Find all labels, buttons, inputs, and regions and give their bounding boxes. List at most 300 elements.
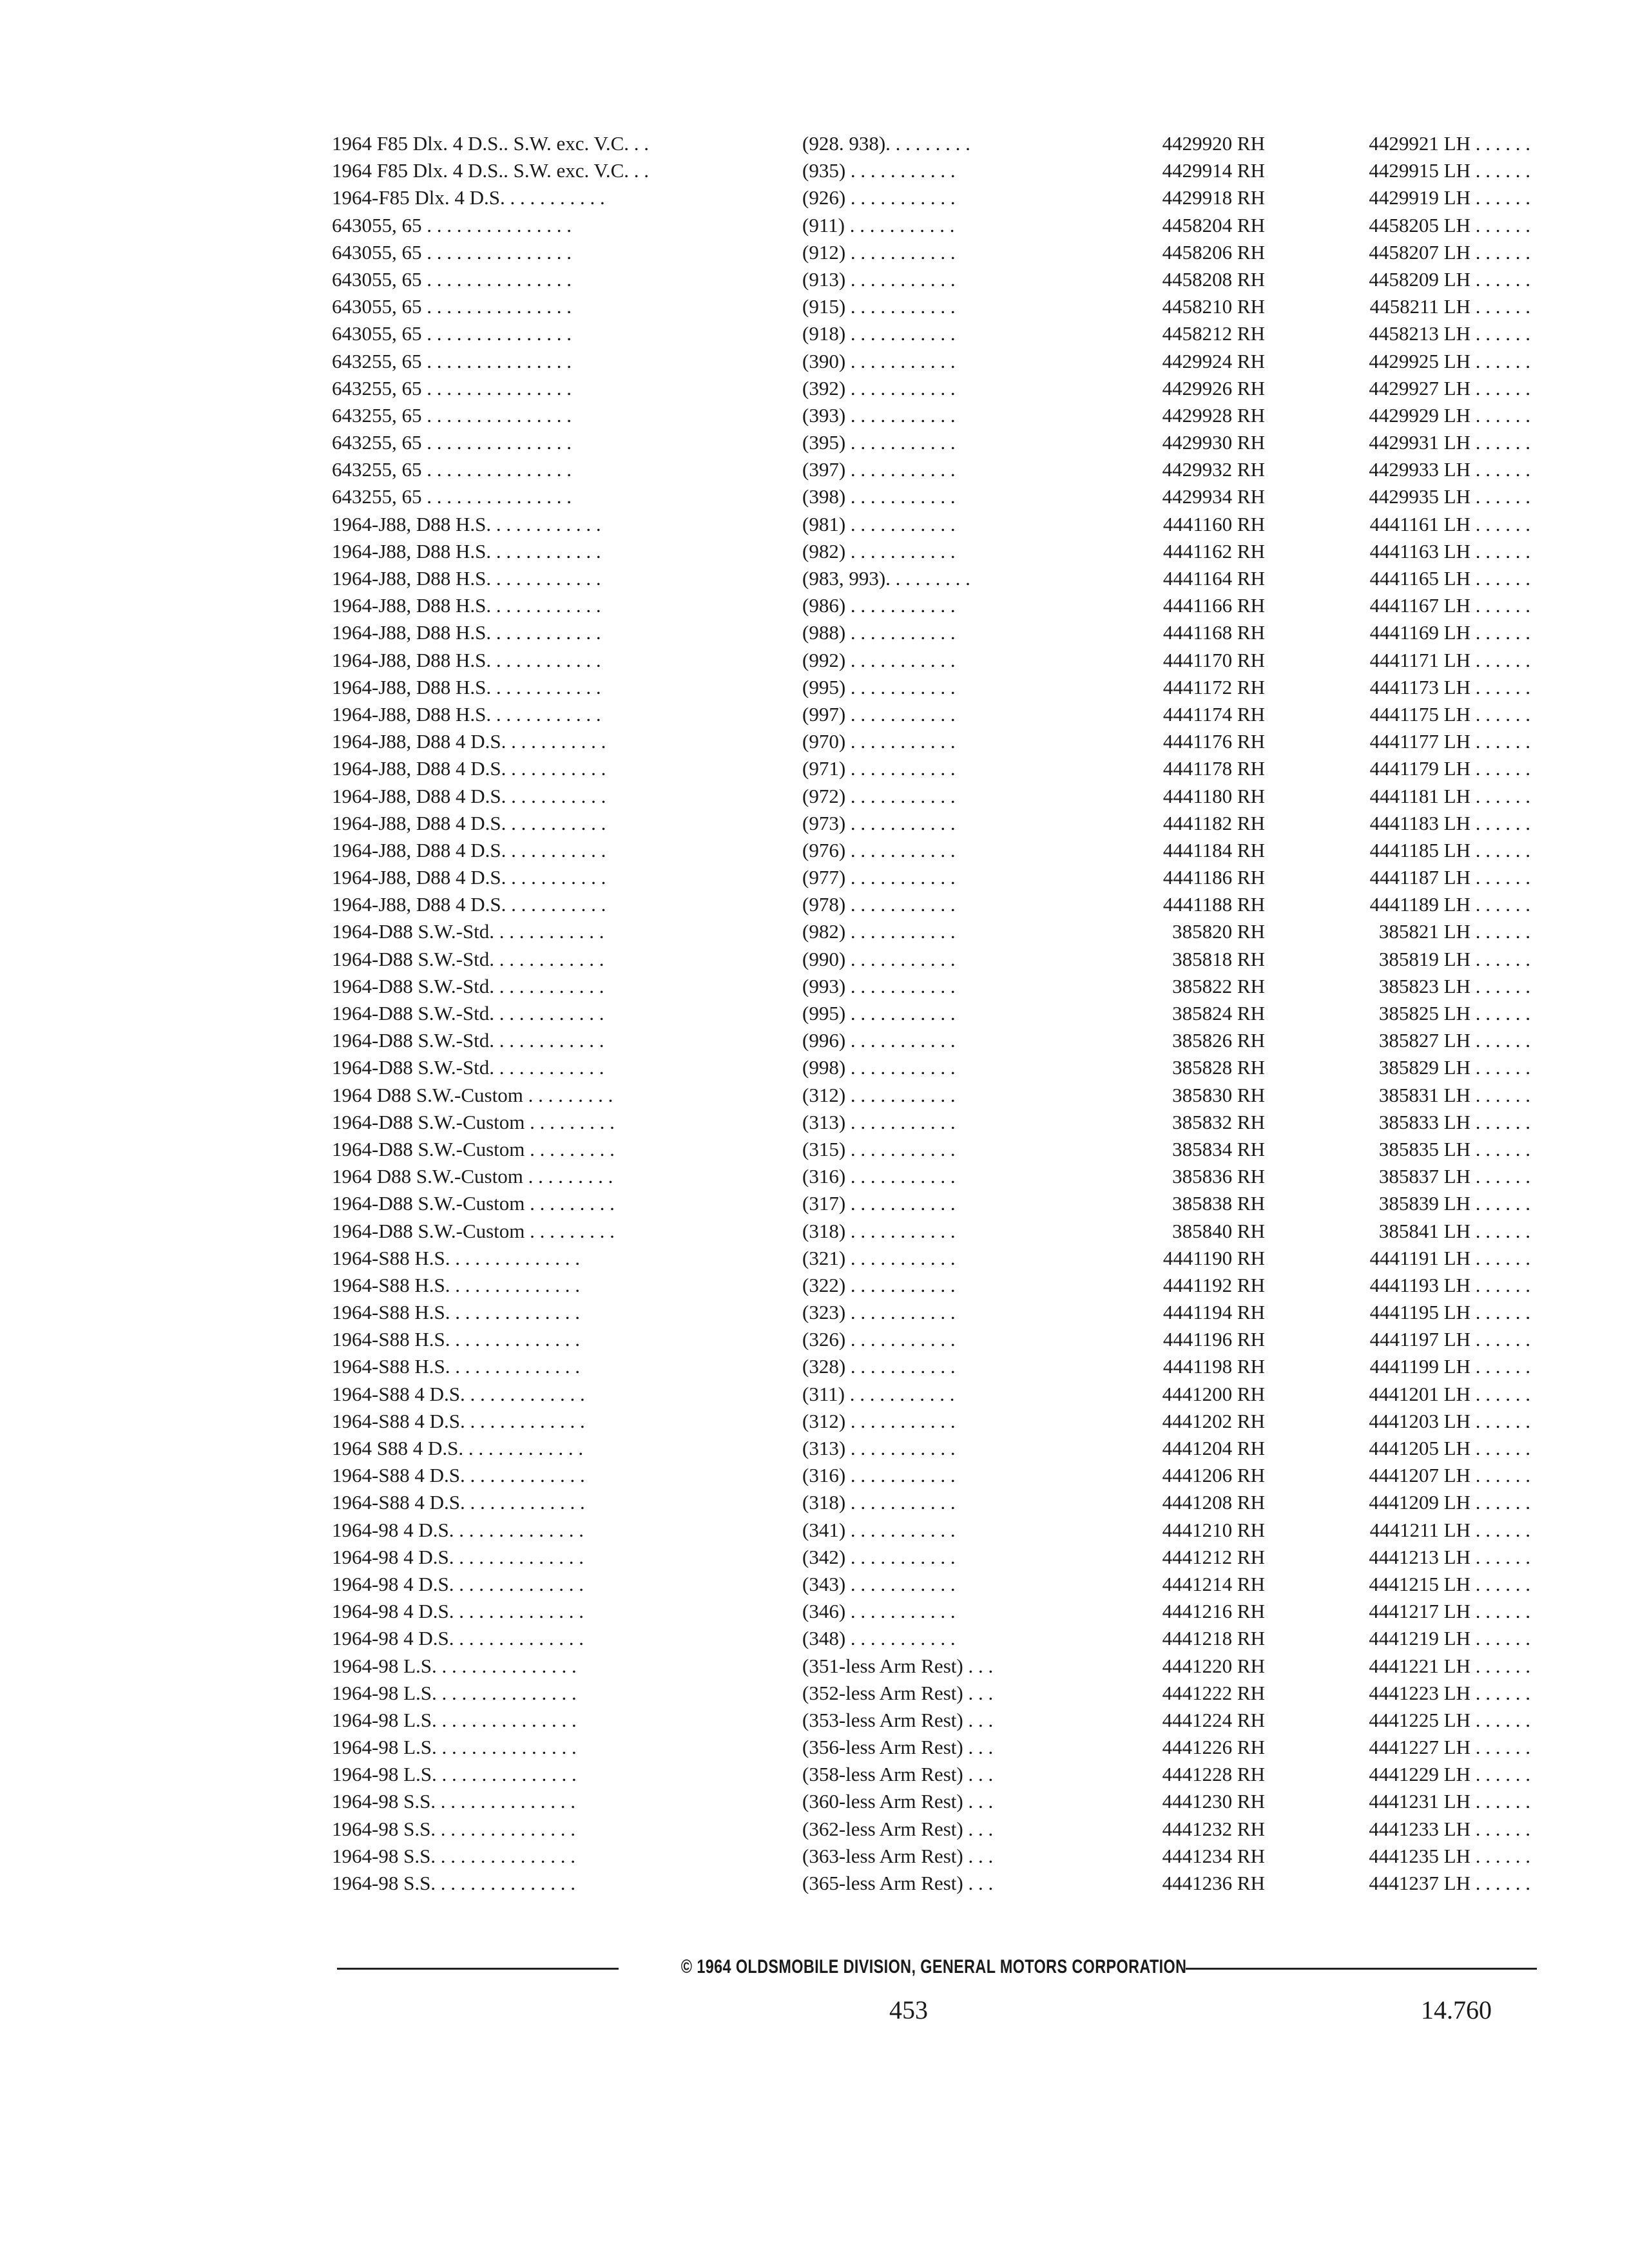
rh-part-cell: 4441174 RH xyxy=(1079,701,1265,728)
lh-part-cell: 4429921 LH . . . . . . xyxy=(1369,132,1530,155)
table-row xyxy=(332,592,1530,619)
rh-part-cell: 4441226 RH xyxy=(1079,1734,1265,1761)
lh-part-cell: 4441191 LH . . . . . . xyxy=(1369,1246,1530,1269)
table-row xyxy=(332,1544,1530,1571)
body-code-cell: (971) . . . . . . . . . . . xyxy=(802,757,956,780)
model-cell: 1964-98 4 D.S. . . . . . . . . . . . . . xyxy=(332,1627,584,1650)
table-row xyxy=(332,1625,1530,1652)
table-row xyxy=(332,184,1530,211)
body-code-cell: (326) . . . . . . . . . . . xyxy=(802,1328,956,1351)
lh-part-cell: 4441229 LH . . . . . . xyxy=(1369,1763,1530,1786)
model-cell: 1964-D88 S.W.-Std. . . . . . . . . . . . xyxy=(332,1002,604,1024)
body-code-cell: (398) . . . . . . . . . . . xyxy=(802,485,956,508)
rh-part-cell: 4429934 RH xyxy=(1079,483,1265,510)
lh-part-cell: 4458213 LH . . . . . . xyxy=(1369,322,1530,345)
model-cell: 1964-S88 H.S. . . . . . . . . . . . . . xyxy=(332,1328,580,1351)
table-row xyxy=(332,429,1530,456)
table-row xyxy=(332,1109,1530,1136)
lh-part-cell: 4441177 LH . . . . . . xyxy=(1369,730,1530,753)
rh-part-cell: 4441170 RH xyxy=(1079,647,1265,674)
lh-part-cell: 4441163 LH . . . . . . xyxy=(1369,539,1530,562)
body-code-cell: (341) . . . . . . . . . . . xyxy=(802,1518,956,1541)
table-row xyxy=(332,864,1530,891)
table-row xyxy=(332,538,1530,565)
body-code-cell: (972) . . . . . . . . . . . xyxy=(802,784,956,807)
lh-part-cell: 4441221 LH . . . . . . xyxy=(1369,1654,1530,1677)
table-row xyxy=(332,973,1530,1000)
footer-rule-left xyxy=(337,1968,619,1970)
body-code-cell: (353-less Arm Rest) . . . xyxy=(802,1708,994,1731)
table-row xyxy=(332,1462,1530,1489)
table-row xyxy=(332,918,1530,945)
lh-part-cell: 385835 LH . . . . . . xyxy=(1378,1137,1530,1160)
body-code-cell: (912) . . . . . . . . . . . xyxy=(802,240,956,264)
lh-part-cell: 4441181 LH . . . . . . xyxy=(1369,784,1530,807)
rh-part-cell: 4441214 RH xyxy=(1079,1571,1265,1598)
rh-part-cell: 4441196 RH xyxy=(1079,1326,1265,1353)
table-row xyxy=(332,1653,1530,1680)
table-row xyxy=(332,1054,1530,1081)
model-cell: 1964-F85 Dlx. 4 D.S. . . . . . . . . . . xyxy=(332,186,605,209)
model-cell: 1964-D88 S.W.-Custom . . . . . . . . . xyxy=(332,1219,615,1242)
model-cell: 1964-D88 S.W.-Std. . . . . . . . . . . . xyxy=(332,920,604,943)
body-code-cell: (343) . . . . . . . . . . . xyxy=(802,1572,956,1595)
lh-part-cell: 4441225 LH . . . . . . xyxy=(1369,1708,1530,1731)
table-row xyxy=(332,1272,1530,1299)
rh-part-cell: 4441216 RH xyxy=(1079,1598,1265,1625)
lh-part-cell: 385841 LH . . . . . . xyxy=(1378,1219,1530,1242)
body-code-cell: (328) . . . . . . . . . . . xyxy=(802,1355,956,1378)
body-code-cell: (352-less Arm Rest) . . . xyxy=(802,1681,994,1704)
body-code-cell: (311) . . . . . . . . . . . xyxy=(802,1382,955,1405)
body-code-cell: (322) . . . . . . . . . . . xyxy=(802,1273,956,1296)
model-cell: 1964-J88, D88 H.S. . . . . . . . . . . . xyxy=(332,675,601,698)
rh-part-cell: 385834 RH xyxy=(1079,1136,1265,1163)
model-cell: 1964-98 S.S. . . . . . . . . . . . . . . xyxy=(332,1790,576,1813)
rh-part-cell: 4429930 RH xyxy=(1079,429,1265,456)
model-cell: 1964-D88 S.W.-Custom . . . . . . . . . xyxy=(332,1192,615,1215)
rh-part-cell: 4429924 RH xyxy=(1079,348,1265,375)
model-cell: 1964-S88 H.S. . . . . . . . . . . . . . xyxy=(332,1273,580,1296)
lh-part-cell: 4441231 LH . . . . . . xyxy=(1369,1790,1530,1813)
table-row xyxy=(332,1245,1530,1272)
rh-part-cell: 4441182 RH xyxy=(1079,810,1265,837)
body-code-cell: (995) . . . . . . . . . . . xyxy=(802,675,956,698)
model-cell: 643055, 65 . . . . . . . . . . . . . . . xyxy=(332,322,572,345)
model-cell: 1964-98 4 D.S. . . . . . . . . . . . . . xyxy=(332,1600,584,1623)
body-code-cell: (392) . . . . . . . . . . . xyxy=(802,376,956,399)
lh-part-cell: 4441179 LH . . . . . . xyxy=(1369,757,1530,780)
rh-part-cell: 385826 RH xyxy=(1079,1027,1265,1054)
rh-part-cell: 4441234 RH xyxy=(1079,1843,1265,1870)
body-code-cell: (346) . . . . . . . . . . . xyxy=(802,1600,956,1623)
lh-part-cell: 4441219 LH . . . . . . xyxy=(1369,1627,1530,1650)
table-row xyxy=(332,1816,1530,1843)
model-cell: 1964 D88 S.W.-Custom . . . . . . . . . xyxy=(332,1165,613,1188)
table-row xyxy=(332,837,1530,864)
lh-part-cell: 4458209 LH . . . . . . xyxy=(1369,267,1530,291)
rh-part-cell: 4441202 RH xyxy=(1079,1408,1265,1435)
section-number: 14.760 xyxy=(1421,1995,1492,2024)
lh-part-cell: 385837 LH . . . . . . xyxy=(1378,1165,1530,1188)
body-code-cell: (996) . . . . . . . . . . . xyxy=(802,1029,956,1052)
model-cell: 1964-98 S.S. . . . . . . . . . . . . . . xyxy=(332,1844,576,1867)
lh-part-cell: 4441215 LH . . . . . . xyxy=(1369,1572,1530,1595)
rh-part-cell: 4441220 RH xyxy=(1079,1653,1265,1680)
lh-part-cell: 4429919 LH . . . . . . xyxy=(1369,186,1530,209)
model-cell: 1964-S88 4 D.S. . . . . . . . . . . . . xyxy=(332,1382,585,1405)
body-code-cell: (317) . . . . . . . . . . . xyxy=(802,1192,956,1215)
model-cell: 1964-S88 4 D.S. . . . . . . . . . . . . xyxy=(332,1491,585,1514)
body-code-cell: (312) . . . . . . . . . . . xyxy=(802,1409,956,1432)
lh-part-cell: 4441227 LH . . . . . . xyxy=(1369,1736,1530,1759)
lh-part-cell: 385833 LH . . . . . . xyxy=(1378,1110,1530,1133)
model-cell: 1964-D88 S.W.-Std. . . . . . . . . . . . xyxy=(332,974,604,997)
model-cell: 1964-J88, D88 H.S. . . . . . . . . . . . xyxy=(332,539,601,562)
body-code-cell: (316) . . . . . . . . . . . xyxy=(802,1165,956,1188)
rh-part-cell: 4441176 RH xyxy=(1079,728,1265,755)
body-code-cell: (970) . . . . . . . . . . . xyxy=(802,730,956,753)
body-code-cell: (915) . . . . . . . . . . . xyxy=(802,295,956,318)
table-row xyxy=(332,511,1530,538)
lh-part-cell: 385819 LH . . . . . . xyxy=(1378,947,1530,970)
model-cell: 643255, 65 . . . . . . . . . . . . . . . xyxy=(332,349,572,372)
rh-part-cell: 4441180 RH xyxy=(1079,783,1265,810)
lh-part-cell: 4458207 LH . . . . . . xyxy=(1369,240,1530,264)
rh-part-cell: 4429920 RH xyxy=(1079,130,1265,157)
lh-part-cell: 385831 LH . . . . . . xyxy=(1378,1083,1530,1106)
lh-part-cell: 4441169 LH . . . . . . xyxy=(1369,621,1530,644)
model-cell: 643255, 65 . . . . . . . . . . . . . . . xyxy=(332,431,572,454)
body-code-cell: (982) . . . . . . . . . . . xyxy=(802,539,956,562)
rh-part-cell: 4441194 RH xyxy=(1079,1299,1265,1326)
body-code-cell: (992) . . . . . . . . . . . xyxy=(802,648,956,671)
model-cell: 1964-98 L.S. . . . . . . . . . . . . . . xyxy=(332,1654,577,1677)
model-cell: 1964-J88, D88 H.S. . . . . . . . . . . . xyxy=(332,512,601,535)
table-row xyxy=(332,1489,1530,1516)
table-row xyxy=(332,1571,1530,1598)
body-code-cell: (348) . . . . . . . . . . . xyxy=(802,1627,956,1650)
body-code-cell: (390) . . . . . . . . . . . xyxy=(802,349,956,372)
lh-part-cell: 4441223 LH . . . . . . xyxy=(1369,1681,1530,1704)
body-code-cell: (363-less Arm Rest) . . . xyxy=(802,1844,994,1867)
body-code-cell: (365-less Arm Rest) . . . xyxy=(802,1872,994,1894)
table-row xyxy=(332,1000,1530,1027)
rh-part-cell: 385824 RH xyxy=(1079,1000,1265,1027)
lh-part-cell: 4429915 LH . . . . . . xyxy=(1369,159,1530,182)
lh-part-cell: 385823 LH . . . . . . xyxy=(1378,974,1530,997)
model-cell: 1964 F85 Dlx. 4 D.S.. S.W. exc. V.C. . . xyxy=(332,132,650,155)
table-row xyxy=(332,1870,1530,1897)
model-cell: 1964-98 L.S. . . . . . . . . . . . . . . xyxy=(332,1708,577,1731)
model-cell: 1964-S88 H.S. . . . . . . . . . . . . . xyxy=(332,1301,580,1324)
model-cell: 1964-J88, D88 H.S. . . . . . . . . . . . xyxy=(332,648,601,671)
table-row xyxy=(332,348,1530,375)
rh-part-cell: 4441178 RH xyxy=(1079,755,1265,782)
lh-part-cell: 4441207 LH . . . . . . xyxy=(1369,1464,1530,1487)
body-code-cell: (982) . . . . . . . . . . . xyxy=(802,920,956,943)
model-cell: 1964-J88, D88 4 D.S. . . . . . . . . . . xyxy=(332,811,606,834)
rh-part-cell: 4441166 RH xyxy=(1079,592,1265,619)
body-code-cell: (315) . . . . . . . . . . . xyxy=(802,1137,956,1160)
lh-part-cell: 4441233 LH . . . . . . xyxy=(1369,1817,1530,1840)
model-cell: 1964-S88 4 D.S. . . . . . . . . . . . . xyxy=(332,1409,585,1432)
body-code-cell: (312) . . . . . . . . . . . xyxy=(802,1083,956,1106)
lh-part-cell: 4429933 LH . . . . . . xyxy=(1369,458,1530,481)
lh-part-cell: 4441205 LH . . . . . . xyxy=(1369,1437,1530,1459)
table-row xyxy=(332,674,1530,701)
model-cell: 1964 S88 4 D.S. . . . . . . . . . . . . xyxy=(332,1437,584,1459)
lh-part-cell: 385827 LH . . . . . . xyxy=(1378,1029,1530,1052)
table-row xyxy=(332,647,1530,674)
rh-part-cell: 4441168 RH xyxy=(1079,619,1265,646)
table-row xyxy=(332,239,1530,266)
lh-part-cell: 4429935 LH . . . . . . xyxy=(1369,485,1530,508)
body-code-cell: (397) . . . . . . . . . . . xyxy=(802,458,956,481)
body-code-cell: (997) . . . . . . . . . . . xyxy=(802,702,956,726)
table-row xyxy=(332,266,1530,293)
table-row xyxy=(332,375,1530,402)
lh-part-cell: 4429929 LH . . . . . . xyxy=(1369,403,1530,427)
table-row xyxy=(332,1843,1530,1870)
rh-part-cell: 4441208 RH xyxy=(1079,1489,1265,1516)
table-row xyxy=(332,1353,1530,1380)
model-cell: 1964-D88 S.W.-Std. . . . . . . . . . . . xyxy=(332,1029,604,1052)
lh-part-cell: 4441193 LH . . . . . . xyxy=(1369,1273,1530,1296)
table-row xyxy=(332,728,1530,755)
body-code-cell: (977) . . . . . . . . . . . xyxy=(802,866,956,889)
table-row xyxy=(332,891,1530,918)
table-row xyxy=(332,1136,1530,1163)
model-cell: 1964-D88 S.W.-Custom . . . . . . . . . xyxy=(332,1137,615,1160)
table-row xyxy=(332,1163,1530,1190)
model-cell: 1964 F85 Dlx. 4 D.S.. S.W. exc. V.C. . . xyxy=(332,159,650,182)
rh-part-cell: 4441164 RH xyxy=(1079,565,1265,592)
body-code-cell: (993) . . . . . . . . . . . xyxy=(802,974,956,997)
rh-part-cell: 4441206 RH xyxy=(1079,1462,1265,1489)
body-code-cell: (913) . . . . . . . . . . . xyxy=(802,267,956,291)
lh-part-cell: 4429925 LH . . . . . . xyxy=(1369,349,1530,372)
lh-part-cell: 4441197 LH . . . . . . xyxy=(1369,1328,1530,1351)
lh-part-cell: 4441237 LH . . . . . . xyxy=(1369,1872,1530,1894)
model-cell: 1964-D88 S.W.-Std. . . . . . . . . . . . xyxy=(332,1056,604,1079)
model-cell: 1964-98 L.S. . . . . . . . . . . . . . . xyxy=(332,1736,577,1759)
model-cell: 1964-J88, D88 4 D.S. . . . . . . . . . . xyxy=(332,784,606,807)
lh-part-cell: 385821 LH . . . . . . xyxy=(1378,920,1530,943)
rh-part-cell: 385820 RH xyxy=(1079,918,1265,945)
lh-part-cell: 4441203 LH . . . . . . xyxy=(1369,1409,1530,1432)
lh-part-cell: 385825 LH . . . . . . xyxy=(1378,1002,1530,1024)
lh-part-cell: 4441161 LH . . . . . . xyxy=(1369,512,1530,535)
model-cell: 1964-98 S.S. . . . . . . . . . . . . . . xyxy=(332,1872,576,1894)
rh-part-cell: 385828 RH xyxy=(1079,1054,1265,1081)
rh-part-cell: 4441198 RH xyxy=(1079,1353,1265,1380)
table-row xyxy=(332,1218,1530,1245)
model-cell: 1964-J88, D88 H.S. . . . . . . . . . . . xyxy=(332,621,601,644)
table-row xyxy=(332,619,1530,646)
rh-part-cell: 4441184 RH xyxy=(1079,837,1265,864)
page-number: 453 xyxy=(889,1995,928,2024)
body-code-cell: (986) . . . . . . . . . . . xyxy=(802,594,956,617)
model-cell: 1964-J88, D88 4 D.S. . . . . . . . . . . xyxy=(332,757,606,780)
body-code-cell: (342) . . . . . . . . . . . xyxy=(802,1545,956,1568)
rh-part-cell: 4441210 RH xyxy=(1079,1517,1265,1544)
lh-part-cell: 4441213 LH . . . . . . xyxy=(1369,1545,1530,1568)
body-code-cell: (316) . . . . . . . . . . . xyxy=(802,1464,956,1487)
table-row xyxy=(332,1707,1530,1734)
table-row xyxy=(332,293,1530,320)
model-cell: 643055, 65 . . . . . . . . . . . . . . . xyxy=(332,267,572,291)
body-code-cell: (978) . . . . . . . . . . . xyxy=(802,893,956,916)
table-row xyxy=(332,1788,1530,1815)
lh-part-cell: 4441195 LH . . . . . . xyxy=(1369,1301,1530,1324)
rh-part-cell: 385832 RH xyxy=(1079,1109,1265,1136)
model-cell: 1964-98 L.S. . . . . . . . . . . . . . . xyxy=(332,1763,577,1786)
table-row xyxy=(332,783,1530,810)
rh-part-cell: 4458206 RH xyxy=(1079,239,1265,266)
body-code-cell: (362-less Arm Rest) . . . xyxy=(802,1817,994,1840)
model-cell: 643255, 65 . . . . . . . . . . . . . . . xyxy=(332,458,572,481)
model-cell: 1964-S88 4 D.S. . . . . . . . . . . . . xyxy=(332,1464,585,1487)
rh-part-cell: 4458208 RH xyxy=(1079,266,1265,293)
body-code-cell: (358-less Arm Rest) . . . xyxy=(802,1763,994,1786)
table-row xyxy=(332,1761,1530,1788)
model-cell: 1964-J88, D88 H.S. . . . . . . . . . . . xyxy=(332,567,601,590)
body-code-cell: (393) . . . . . . . . . . . xyxy=(802,403,956,427)
parts-table xyxy=(332,130,1530,1897)
table-row xyxy=(332,1027,1530,1054)
table-row xyxy=(332,483,1530,510)
table-row xyxy=(332,1680,1530,1707)
rh-part-cell: 4441224 RH xyxy=(1079,1707,1265,1734)
model-cell: 1964-J88, D88 4 D.S. . . . . . . . . . . xyxy=(332,730,606,753)
table-row xyxy=(332,1598,1530,1625)
body-code-cell: (318) . . . . . . . . . . . xyxy=(802,1219,956,1242)
rh-part-cell: 385830 RH xyxy=(1079,1082,1265,1109)
body-code-cell: (918) . . . . . . . . . . . xyxy=(802,322,956,345)
body-code-cell: (323) . . . . . . . . . . . xyxy=(802,1301,956,1324)
table-row xyxy=(332,755,1530,782)
table-row xyxy=(332,1082,1530,1109)
model-cell: 1964-98 S.S. . . . . . . . . . . . . . . xyxy=(332,1817,576,1840)
rh-part-cell: 4441160 RH xyxy=(1079,511,1265,538)
body-code-cell: (356-less Arm Rest) . . . xyxy=(802,1736,994,1759)
rh-part-cell: 4441204 RH xyxy=(1079,1435,1265,1462)
rh-part-cell: 4458212 RH xyxy=(1079,320,1265,347)
lh-part-cell: 4441173 LH . . . . . . xyxy=(1369,675,1530,698)
table-row xyxy=(332,810,1530,837)
table-row xyxy=(332,701,1530,728)
rh-part-cell: 4441190 RH xyxy=(1079,1245,1265,1272)
model-cell: 1964-J88, D88 4 D.S. . . . . . . . . . . xyxy=(332,838,606,861)
body-code-cell: (351-less Arm Rest) . . . xyxy=(802,1654,994,1677)
body-code-cell: (360-less Arm Rest) . . . xyxy=(802,1790,994,1813)
model-cell: 643255, 65 . . . . . . . . . . . . . . . xyxy=(332,485,572,508)
table-row xyxy=(332,456,1530,483)
footer-copyright: © 1964 OLDSMOBILE DIVISION, GENERAL MOTORS CORPORATION xyxy=(680,1956,1187,1977)
table-row xyxy=(332,402,1530,429)
model-cell: 1964-98 L.S. . . . . . . . . . . . . . . xyxy=(332,1681,577,1704)
rh-part-cell: 4441212 RH xyxy=(1079,1544,1265,1571)
table-row xyxy=(332,1517,1530,1544)
body-code-cell: (995) . . . . . . . . . . . xyxy=(802,1002,956,1024)
body-code-cell: (395) . . . . . . . . . . . xyxy=(802,431,956,454)
body-code-cell: (928. 938). . . . . . . . . xyxy=(802,132,970,155)
table-row xyxy=(332,1326,1530,1353)
body-code-cell: (973) . . . . . . . . . . . xyxy=(802,811,956,834)
rh-part-cell: 4429932 RH xyxy=(1079,456,1265,483)
table-row xyxy=(332,130,1530,157)
model-cell: 643055, 65 . . . . . . . . . . . . . . . xyxy=(332,240,572,264)
rh-part-cell: 4429928 RH xyxy=(1079,402,1265,429)
table-row xyxy=(332,320,1530,347)
table-row xyxy=(332,157,1530,184)
model-cell: 1964-D88 S.W.-Std. . . . . . . . . . . . xyxy=(332,947,604,970)
rh-part-cell: 4441188 RH xyxy=(1079,891,1265,918)
model-cell: 1964-J88, D88 4 D.S. . . . . . . . . . . xyxy=(332,893,606,916)
table-row xyxy=(332,1734,1530,1761)
lh-part-cell: 4429927 LH . . . . . . xyxy=(1369,376,1530,399)
rh-part-cell: 4441232 RH xyxy=(1079,1816,1265,1843)
lh-part-cell: 4441201 LH . . . . . . xyxy=(1369,1382,1530,1405)
lh-part-cell: 4458211 LH . . . . . . xyxy=(1369,295,1530,318)
lh-part-cell: 4429931 LH . . . . . . xyxy=(1369,431,1530,454)
model-cell: 1964-98 4 D.S. . . . . . . . . . . . . . xyxy=(332,1572,584,1595)
lh-part-cell: 4441175 LH . . . . . . xyxy=(1369,702,1530,726)
body-code-cell: (988) . . . . . . . . . . . xyxy=(802,621,956,644)
table-row xyxy=(332,946,1530,973)
lh-part-cell: 4441199 LH . . . . . . xyxy=(1369,1355,1530,1378)
lh-part-cell: 385829 LH . . . . . . xyxy=(1378,1056,1530,1079)
body-code-cell: (990) . . . . . . . . . . . xyxy=(802,947,956,970)
rh-part-cell: 4458204 RH xyxy=(1079,212,1265,239)
model-cell: 1964-98 4 D.S. . . . . . . . . . . . . . xyxy=(332,1545,584,1568)
rh-part-cell: 385840 RH xyxy=(1079,1218,1265,1245)
lh-part-cell: 4441165 LH . . . . . . xyxy=(1369,567,1530,590)
model-cell: 643255, 65 . . . . . . . . . . . . . . . xyxy=(332,403,572,427)
body-code-cell: (318) . . . . . . . . . . . xyxy=(802,1491,956,1514)
rh-part-cell: 4429914 RH xyxy=(1079,157,1265,184)
model-cell: 643055, 65 . . . . . . . . . . . . . . . xyxy=(332,295,572,318)
rh-part-cell: 385838 RH xyxy=(1079,1190,1265,1217)
rh-part-cell: 4458210 RH xyxy=(1079,293,1265,320)
model-cell: 643055, 65 . . . . . . . . . . . . . . . xyxy=(332,213,572,236)
body-code-cell: (976) . . . . . . . . . . . xyxy=(802,838,956,861)
table-row xyxy=(332,1408,1530,1435)
table-row xyxy=(332,1299,1530,1326)
rh-part-cell: 4441162 RH xyxy=(1079,538,1265,565)
lh-part-cell: 385839 LH . . . . . . xyxy=(1378,1192,1530,1215)
body-code-cell: (983, 993). . . . . . . . . xyxy=(802,567,970,590)
table-row xyxy=(332,1381,1530,1408)
lh-part-cell: 4441167 LH . . . . . . xyxy=(1369,594,1530,617)
model-cell: 1964-J88, D88 4 D.S. . . . . . . . . . . xyxy=(332,866,606,889)
lh-part-cell: 4441235 LH . . . . . . xyxy=(1369,1844,1530,1867)
body-code-cell: (926) . . . . . . . . . . . xyxy=(802,186,956,209)
model-cell: 1964-D88 S.W.-Custom . . . . . . . . . xyxy=(332,1110,615,1133)
lh-part-cell: 4441183 LH . . . . . . xyxy=(1369,811,1530,834)
rh-part-cell: 4429926 RH xyxy=(1079,375,1265,402)
model-cell: 1964-J88, D88 H.S. . . . . . . . . . . . xyxy=(332,702,601,726)
lh-part-cell: 4441171 LH . . . . . . xyxy=(1369,648,1530,671)
model-cell: 1964-S88 H.S. . . . . . . . . . . . . . xyxy=(332,1355,580,1378)
body-code-cell: (321) . . . . . . . . . . . xyxy=(802,1246,956,1269)
rh-part-cell: 4429918 RH xyxy=(1079,184,1265,211)
rh-part-cell: 4441230 RH xyxy=(1079,1788,1265,1815)
rh-part-cell: 4441218 RH xyxy=(1079,1625,1265,1652)
model-cell: 1964 D88 S.W.-Custom . . . . . . . . . xyxy=(332,1083,613,1106)
lh-part-cell: 4441185 LH . . . . . . xyxy=(1369,838,1530,861)
